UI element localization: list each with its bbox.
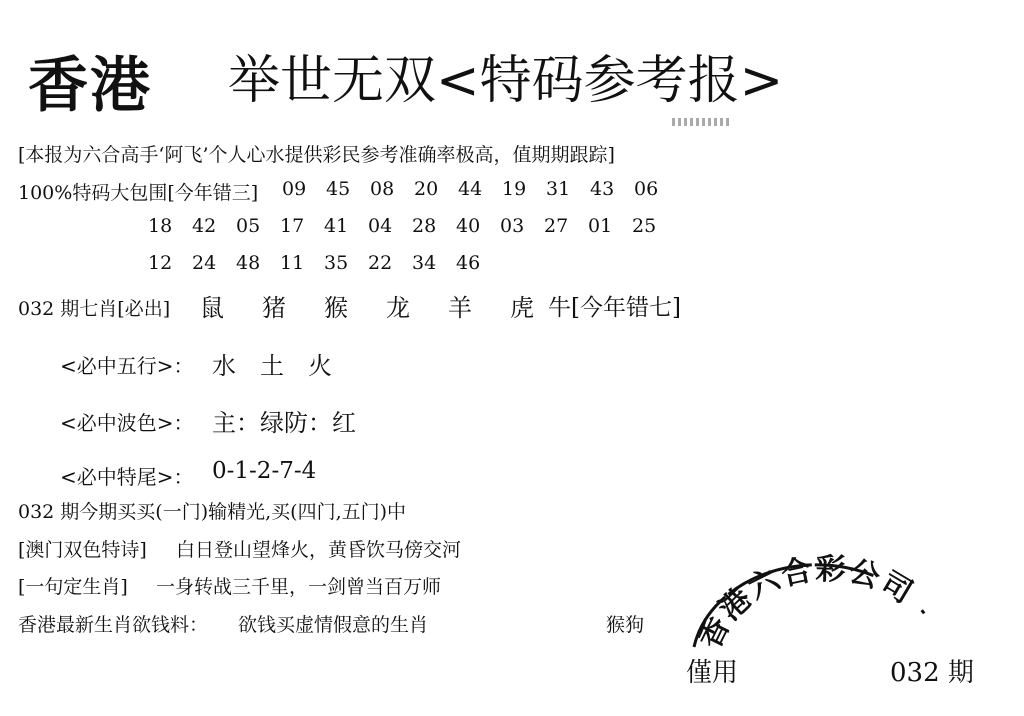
number-cell: 46	[456, 252, 481, 274]
number-cell: 03	[500, 215, 525, 237]
number-cell: 22	[368, 252, 393, 274]
number-cell: 20	[414, 178, 439, 200]
five-elements-label: <必中五行>：	[60, 354, 194, 378]
number-cell: 24	[192, 252, 217, 274]
sentence-label: [一句定生肖]	[18, 576, 128, 598]
zodiac-item: 鼠	[200, 294, 224, 322]
number-cell: 09	[282, 178, 307, 200]
hk-money-label: 香港最新生肖欲钱料：	[18, 614, 209, 636]
seven-zodiac-label: 032 期七肖[必出]	[18, 298, 171, 320]
number-cell: 41	[324, 215, 349, 237]
number-cell: 35	[324, 252, 349, 274]
number-cell: 45	[326, 178, 351, 200]
number-cell: 42	[192, 215, 217, 237]
buy-line: 032 期今期买买(一门)输精光,买(四门,五门)中	[18, 501, 407, 523]
number-cell: 12	[148, 252, 173, 274]
brand-title: 香港	[28, 51, 152, 121]
zodiac-item: 猴	[324, 294, 348, 322]
number-cell: 43	[590, 178, 615, 200]
number-cell: 06	[634, 178, 659, 200]
footer-left: 僅用	[686, 658, 739, 688]
numbers-row-1	[282, 178, 678, 200]
hk-money-answer: 猴狗	[606, 614, 645, 636]
zodiac-item: 龙	[386, 294, 410, 322]
print-smudge	[672, 118, 732, 126]
intro-line: [本报为六合高手‘阿飞’个人心水提供彩民参考准确率极高，值期期跟踪]	[18, 144, 615, 166]
stamp-text: 香港六合彩公司	[692, 552, 920, 655]
number-cell: 31	[546, 178, 571, 200]
zodiac-item: 虎	[510, 294, 534, 322]
number-cell: 34	[412, 252, 437, 274]
special-tail-value: 0-1-2-7-4	[212, 458, 317, 484]
zodiac-item: 猪	[262, 294, 286, 322]
wave-color-value: 主：绿防：红	[212, 409, 356, 437]
footer-issue: 032 期	[890, 658, 974, 688]
number-cell: 08	[370, 178, 395, 200]
number-cell: 05	[236, 215, 261, 237]
poem-value: 白日登山望烽火，黄昏饮马傍交河	[176, 539, 462, 561]
number-cell: 11	[280, 252, 305, 274]
wave-color-label: <必中波色>：	[60, 411, 194, 435]
number-cell: 44	[458, 178, 483, 200]
seven-zodiac-tail: 牛[今年错七]	[548, 295, 681, 321]
newspaper-title: 举世无双<特码参考报>	[228, 51, 784, 111]
poem-label: [澳门双色特诗]	[18, 539, 147, 561]
number-cell: 17	[280, 215, 305, 237]
number-cell: 18	[148, 215, 173, 237]
svg-text:香港六合彩公司	[693, 552, 920, 654]
five-elements-value: 水 土 火	[212, 352, 332, 380]
hk-money-value: 欲钱买虚情假意的生肖	[238, 614, 429, 636]
number-cell: 04	[368, 215, 393, 237]
numbers-row-2	[148, 215, 676, 237]
number-cell: 01	[588, 215, 613, 237]
number-cell: 40	[456, 215, 481, 237]
number-cell: 25	[632, 215, 657, 237]
sentence-value: 一身转战三千里，一剑曾当百万师	[156, 576, 442, 598]
big-bag-label: 100%特码大包围[今年错三]	[18, 182, 259, 204]
seven-zodiac-list	[200, 288, 572, 323]
numbers-row-3	[148, 252, 500, 274]
number-cell: 27	[544, 215, 569, 237]
zodiac-item: 羊	[448, 294, 472, 322]
number-cell: 28	[412, 215, 437, 237]
special-tail-label: <必中特尾>：	[60, 465, 194, 489]
number-cell: 48	[236, 252, 261, 274]
number-cell: 19	[502, 178, 527, 200]
